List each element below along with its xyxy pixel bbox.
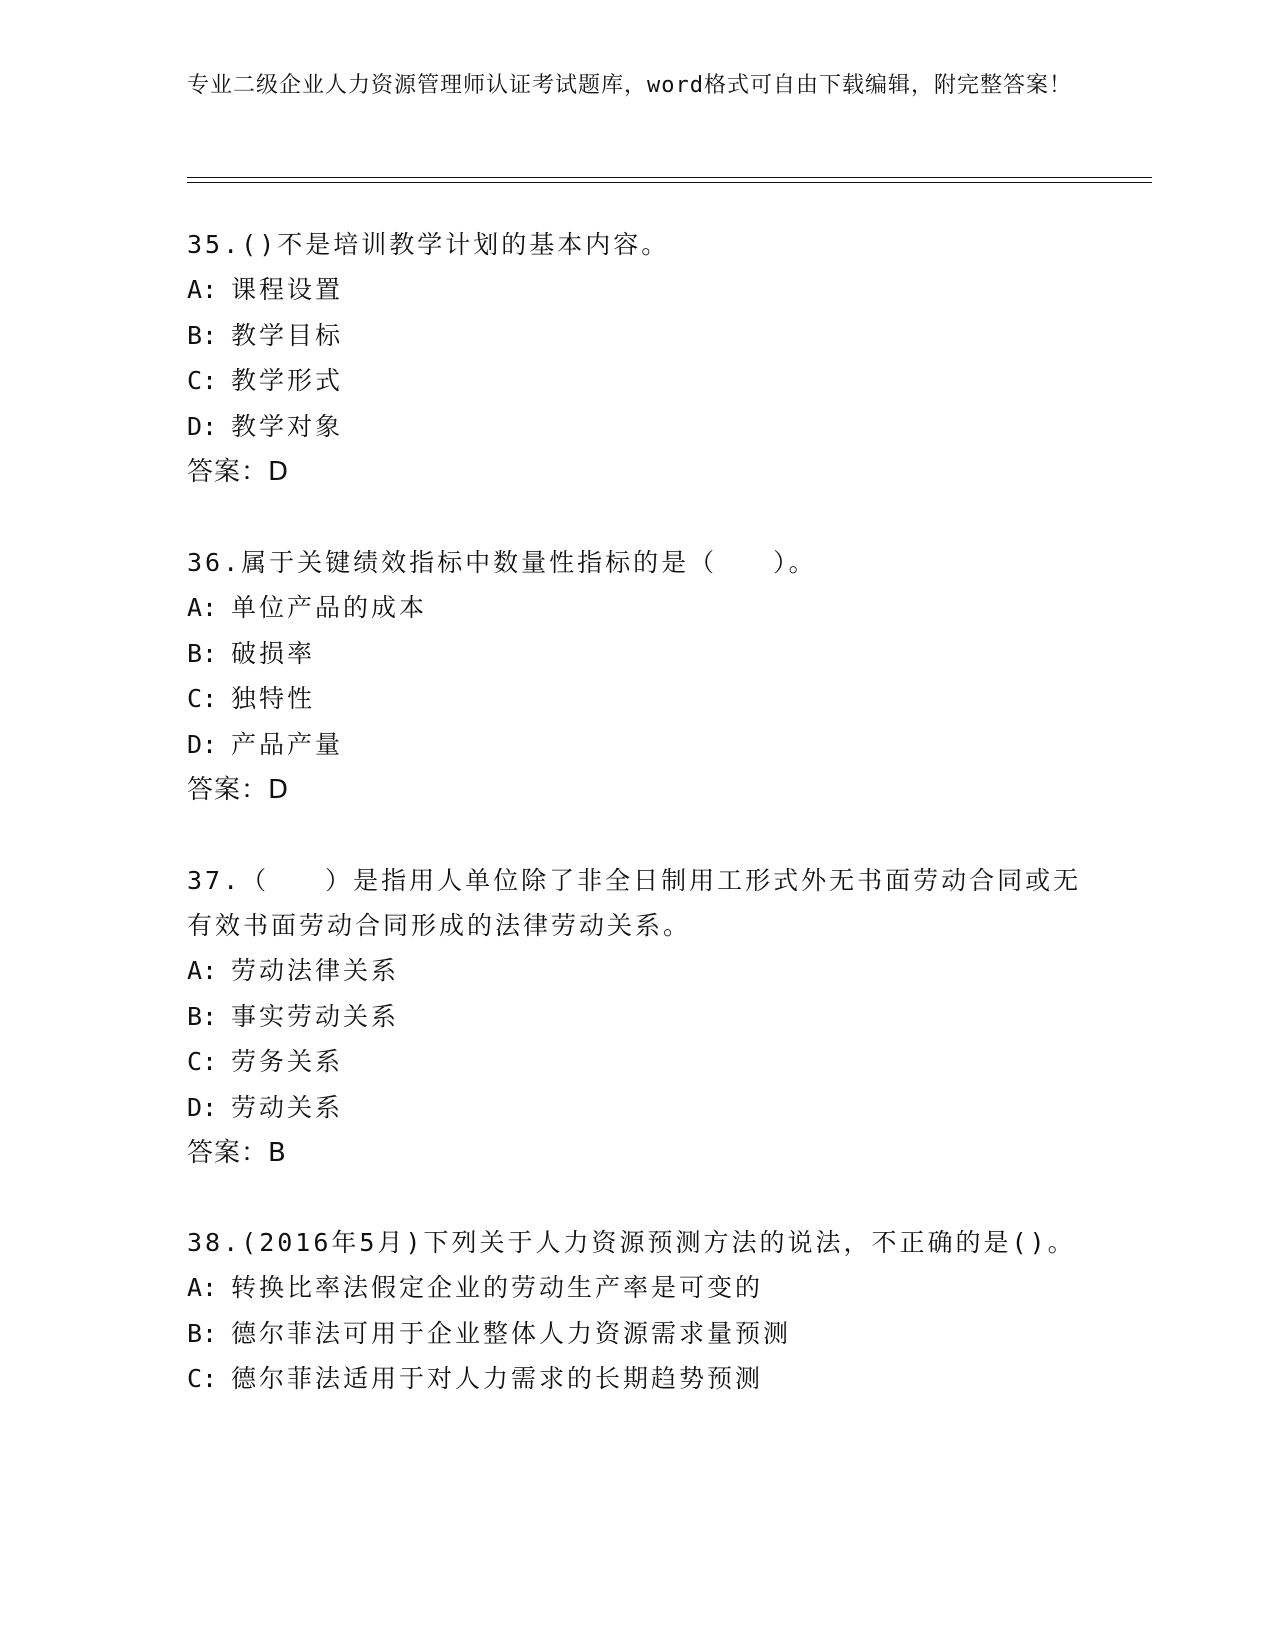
question-36 (187, 540, 1087, 813)
option-text: 劳务关系 (231, 1047, 344, 1076)
option-letter: A: (187, 593, 218, 622)
option-text: 产品产量 (231, 729, 344, 759)
option-text: 独特性 (231, 684, 316, 713)
question-stem: 38.(2016年5月)下列关于人力资源预测方法的说法，不正确的是()。 (187, 1228, 1076, 1257)
option-d (187, 404, 1087, 450)
option-c (187, 1039, 1087, 1085)
question-38 (187, 1220, 1087, 1402)
option-letter: A: (187, 275, 218, 304)
option-c (187, 1356, 1087, 1402)
option-text: 转换比率法假定企业的劳动生产率是可变的 (231, 1273, 764, 1302)
header-note: 专业二级企业人力资源管理师认证考试题库，word格式可自由下载编辑，附完整答案！ (187, 73, 1072, 98)
option-text: 劳动法律关系 (231, 956, 400, 985)
option-letter: A: (187, 956, 218, 985)
option-text: 教学对象 (231, 411, 344, 441)
option-c (187, 676, 1087, 722)
question-35 (187, 222, 1087, 495)
option-letter: D: (187, 1092, 218, 1122)
question-37 (187, 858, 1087, 1176)
option-letter: B: (187, 320, 218, 350)
question-stem: 37.（ ）是指用人单位除了非全日制用工形式外无书面劳动合同或无有效书面劳动合同形成的法律劳动关系。 (187, 866, 1082, 940)
option-text: 破损率 (231, 638, 316, 668)
option-a (187, 1265, 1087, 1311)
option-b (187, 1311, 1087, 1357)
option-text: 德尔菲法可用于企业整体人力资源需求量预测 (231, 1318, 792, 1348)
option-letter: B: (187, 1001, 218, 1031)
option-letter: C: (187, 366, 218, 395)
option-letter: C: (187, 1047, 218, 1076)
answer-line: 答案：B (187, 1138, 287, 1168)
option-letter: B: (187, 638, 218, 668)
header-divider (187, 177, 1152, 183)
option-letter: D: (187, 729, 218, 759)
option-a (187, 948, 1087, 994)
question-stem: 35.()不是培训教学计划的基本内容。 (187, 230, 670, 259)
question-stem: 36.属于关键绩效指标中数量性指标的是（ ）。 (187, 548, 817, 577)
option-text: 教学形式 (231, 366, 344, 395)
option-text: 教学目标 (231, 320, 344, 350)
option-b (187, 313, 1087, 359)
option-text: 事实劳动关系 (231, 1001, 400, 1031)
option-text: 单位产品的成本 (231, 593, 428, 622)
option-a (187, 267, 1087, 313)
option-letter: B: (187, 1318, 218, 1348)
option-a (187, 585, 1087, 631)
option-c (187, 358, 1087, 404)
option-letter: D: (187, 411, 218, 441)
option-d (187, 722, 1087, 768)
option-text: 课程设置 (231, 275, 344, 304)
option-text: 劳动关系 (231, 1092, 344, 1122)
option-letter: C: (187, 684, 218, 713)
answer-line: 答案：D (187, 775, 290, 805)
option-b (187, 994, 1087, 1040)
option-letter: C: (187, 1364, 218, 1393)
option-b (187, 631, 1087, 677)
option-text: 德尔菲法适用于对人力需求的长期趋势预测 (231, 1364, 764, 1393)
answer-line: 答案：D (187, 457, 290, 487)
option-d (187, 1085, 1087, 1131)
option-letter: A: (187, 1273, 218, 1302)
